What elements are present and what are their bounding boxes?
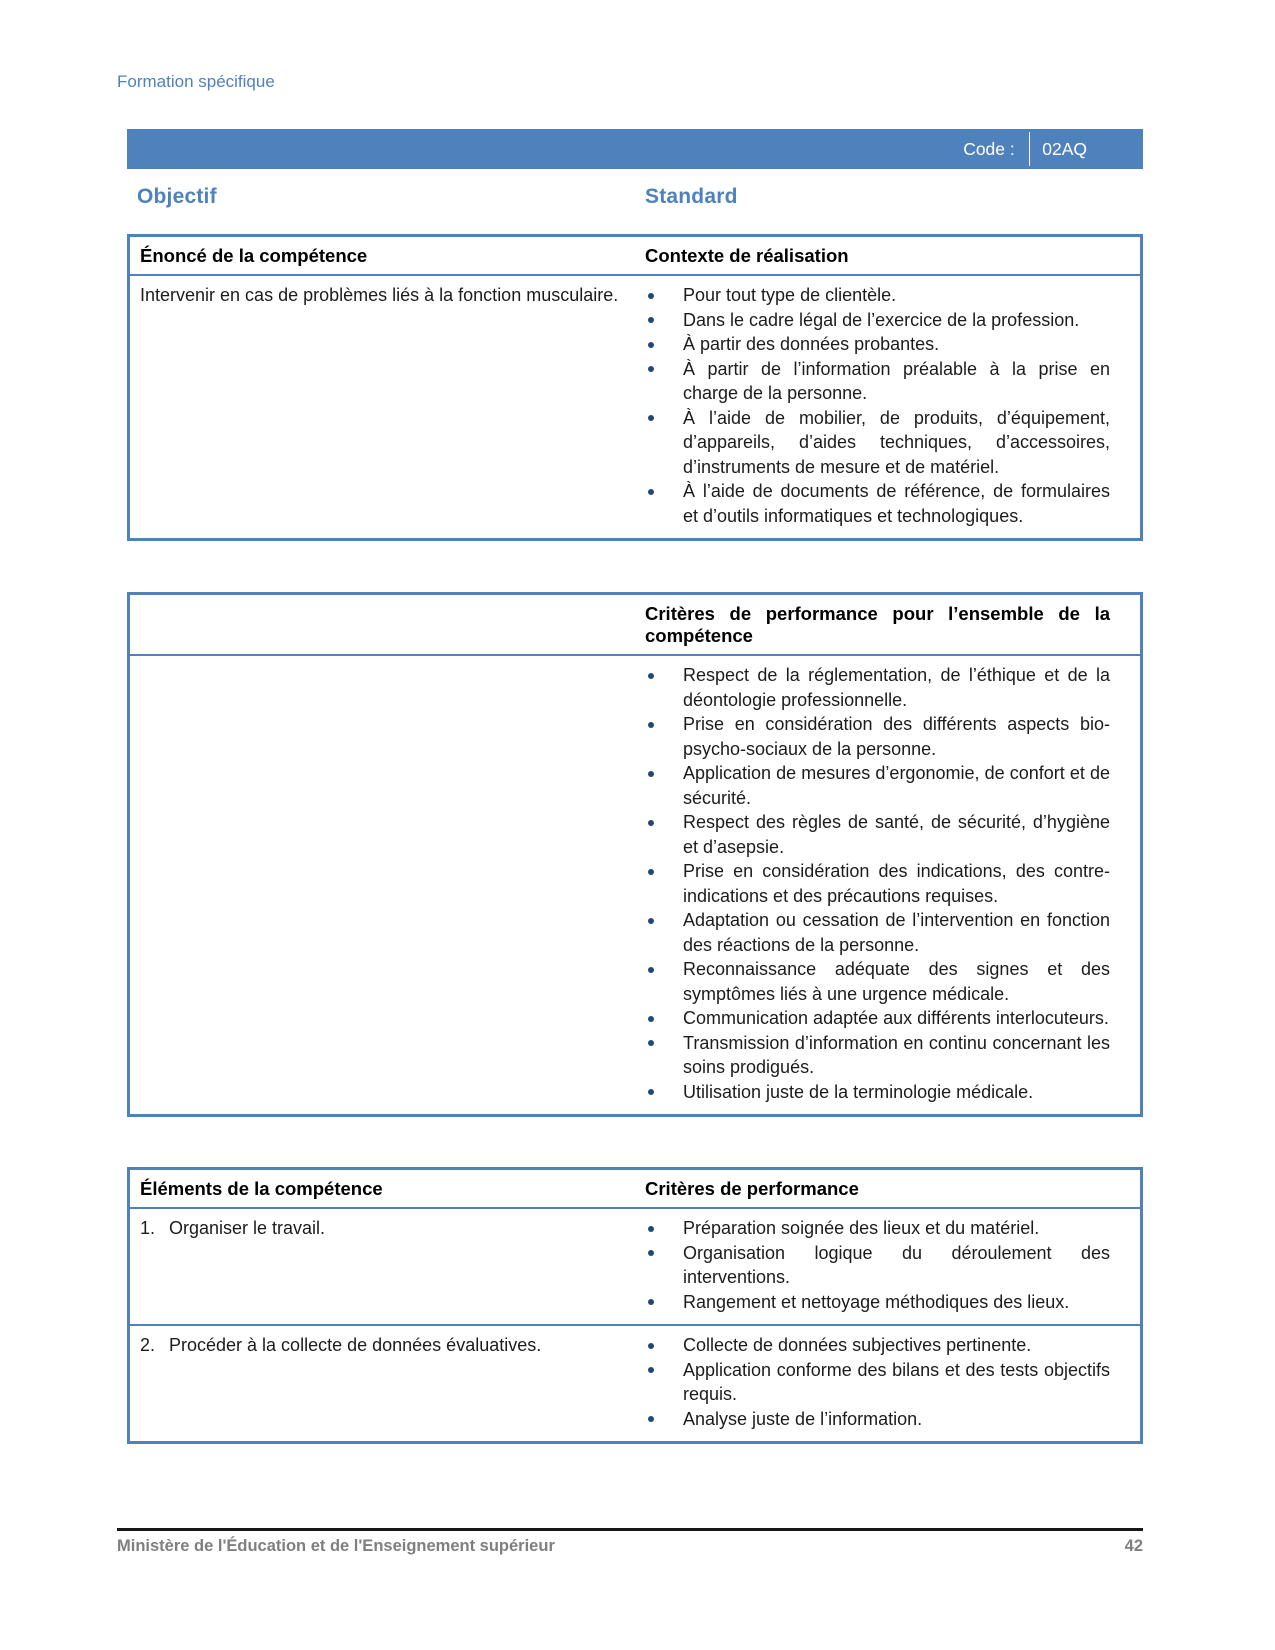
element-1-criteria-cell bbox=[645, 1209, 1140, 1324]
table-body-row bbox=[130, 656, 1140, 1114]
bullet-item: Reconnaissance adéquate des signes et des symptômes liés à une urgence médicale. bbox=[645, 957, 1110, 1006]
header-elements: Éléments de la compétence bbox=[140, 1178, 383, 1199]
bullet-item: Respect de la réglementation, de l’éthique et de la déontologie professionnelle. bbox=[645, 663, 1110, 712]
table-header-row bbox=[130, 1170, 1140, 1209]
code-separator bbox=[1029, 132, 1031, 166]
bullet-item: Prise en considération des indications, des contre-indications et des précautions requises. bbox=[645, 859, 1110, 908]
competency-statement-table bbox=[127, 234, 1143, 541]
element-1-label: Organiser le travail. bbox=[169, 1218, 326, 1238]
context-criteria-cell bbox=[645, 276, 1140, 538]
header-criteres-ensemble: Critères de performance pour l’ensemble de la compétence bbox=[645, 603, 1110, 646]
element-row-2 bbox=[130, 1326, 1140, 1441]
performance-criteria-table bbox=[127, 592, 1143, 1117]
performance-bullet-list bbox=[645, 663, 1110, 1104]
element-1-number: 1. bbox=[140, 1218, 156, 1238]
bullet-item: Pour tout type de clientèle. bbox=[645, 283, 1110, 308]
bullet-item: Organisation logique du déroulement des interventions. bbox=[645, 1241, 1110, 1290]
bullet-item: Prise en considération des différents aspects bio-psycho-sociaux de la personne. bbox=[645, 712, 1110, 761]
bullet-item: À partir des données probantes. bbox=[645, 332, 1110, 357]
bullet-item: Rangement et nettoyage méthodiques des lieux. bbox=[645, 1290, 1110, 1315]
element-1-bullet-list bbox=[645, 1216, 1110, 1314]
table-body-row bbox=[130, 276, 1140, 538]
code-bar bbox=[127, 129, 1143, 169]
bullet-item: Application conforme des bilans et des tests objectifs requis. bbox=[645, 1358, 1110, 1407]
page-footer bbox=[117, 1537, 1143, 1556]
competency-statement: Intervenir en cas de problèmes liés à la fonction musculaire. bbox=[140, 285, 619, 305]
competency-elements-table bbox=[127, 1167, 1143, 1444]
objectif-heading: Objectif bbox=[137, 185, 217, 208]
bullet-item: Communication adaptée aux différents interlocuteurs. bbox=[645, 1006, 1110, 1031]
element-1-cell bbox=[130, 1209, 645, 1324]
bullet-item: À partir de l’information préalable à la prise en charge de la personne. bbox=[645, 357, 1110, 406]
bullet-item: À l’aide de mobilier, de produits, d’équipement, d’appareils, d’aides techniques, d’accessoires, d’instruments de mesure et de matériel. bbox=[645, 406, 1110, 480]
context-bullet-list bbox=[645, 283, 1110, 528]
header-contexte: Contexte de réalisation bbox=[645, 245, 849, 266]
bullet-item: Dans le cadre légal de l’exercice de la profession. bbox=[645, 308, 1110, 333]
footer-ministry-text: Ministère de l'Éducation et de l'Enseignement supérieur bbox=[117, 1537, 555, 1555]
header-criteres: Critères de performance bbox=[645, 1178, 859, 1199]
header-enonce: Énoncé de la compétence bbox=[140, 245, 368, 266]
section-label: Formation spécifique bbox=[117, 72, 275, 91]
bullet-item: Préparation soignée des lieux et du matériel. bbox=[645, 1216, 1110, 1241]
element-2-cell bbox=[130, 1326, 645, 1441]
bullet-item: Adaptation ou cessation de l’intervention en fonction des réactions de la personne. bbox=[645, 908, 1110, 957]
element-2-number: 2. bbox=[140, 1335, 156, 1355]
performance-criteria-cell bbox=[645, 656, 1140, 1114]
element-row-1 bbox=[130, 1209, 1140, 1326]
bullet-item: Utilisation juste de la terminologie médicale. bbox=[645, 1080, 1110, 1105]
table-header-row bbox=[130, 237, 1140, 276]
bullet-item: À l’aide de documents de référence, de formulaires et d’outils informatiques et technologiques. bbox=[645, 479, 1110, 528]
bullet-item: Application de mesures d’ergonomie, de confort et de sécurité. bbox=[645, 761, 1110, 810]
element-2-bullet-list bbox=[645, 1333, 1110, 1431]
bullet-item: Analyse juste de l’information. bbox=[645, 1407, 1110, 1432]
code-value: 02AQ bbox=[1042, 138, 1087, 159]
element-2-criteria-cell bbox=[645, 1326, 1140, 1441]
element-2-label: Procéder à la collecte de données évaluatives. bbox=[169, 1335, 542, 1355]
footer-rule bbox=[117, 1528, 1143, 1531]
footer-page-number: 42 bbox=[1124, 1537, 1143, 1555]
bullet-item: Respect des règles de santé, de sécurité, d’hygiène et d’asepsie. bbox=[645, 810, 1110, 859]
empty-cell bbox=[130, 656, 645, 1114]
bullet-item: Collecte de données subjectives pertinente. bbox=[645, 1333, 1110, 1358]
bullet-item: Transmission d’information en continu concernant les soins prodigués. bbox=[645, 1031, 1110, 1080]
standard-heading: Standard bbox=[645, 185, 738, 208]
table-header-row bbox=[130, 595, 1140, 656]
code-label: Code : bbox=[963, 138, 1015, 159]
header-empty-cell bbox=[130, 595, 645, 654]
column-headings bbox=[127, 185, 1143, 217]
